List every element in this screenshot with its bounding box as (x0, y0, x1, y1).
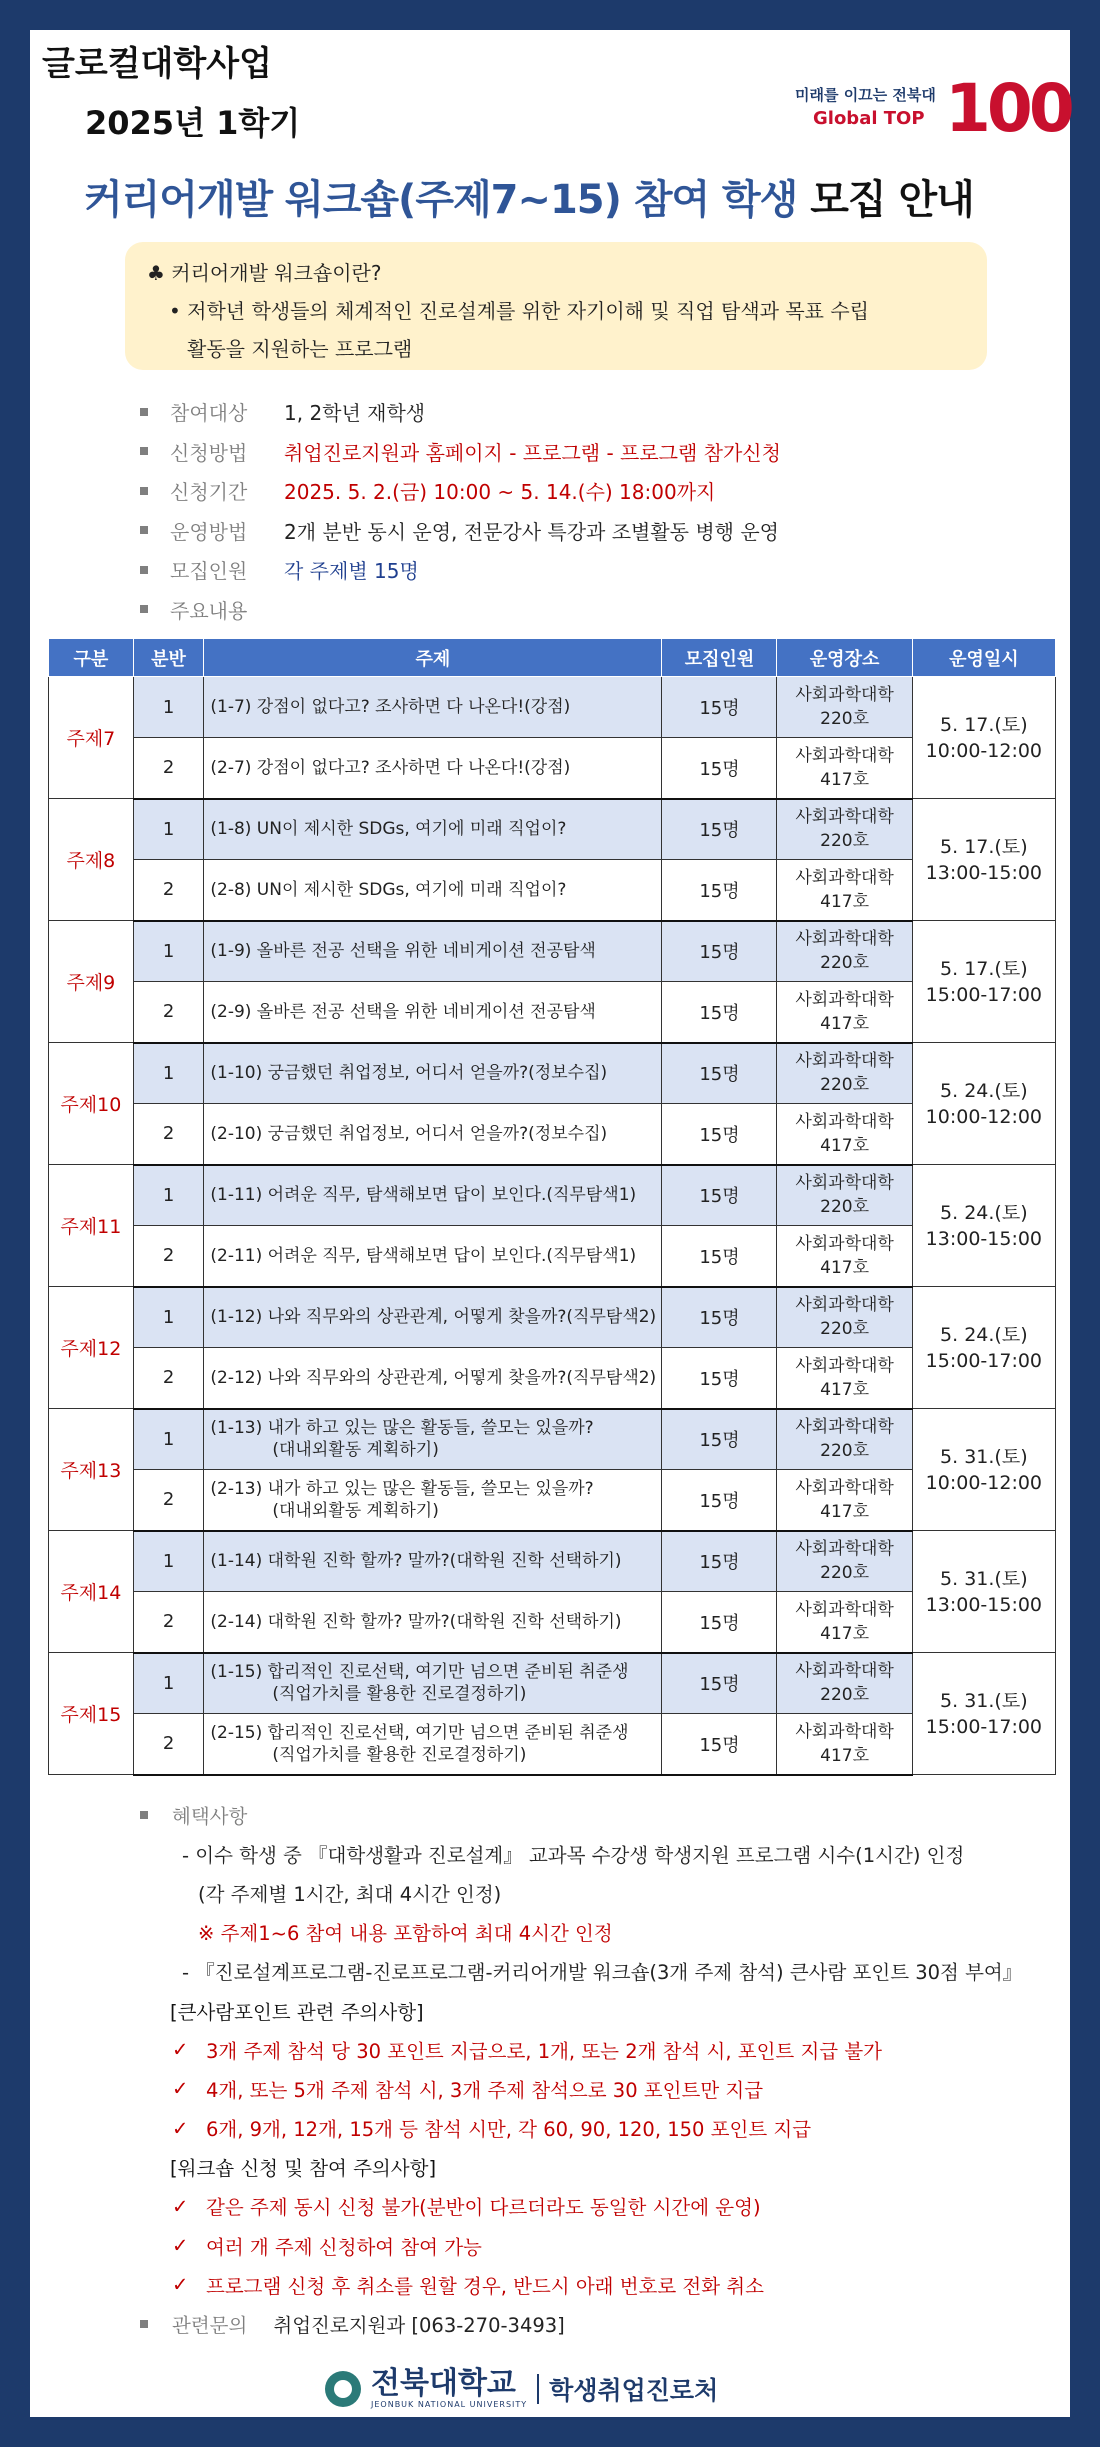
info-value: 2개 분반 동시 운영, 전문강사 특강과 조별활동 병행 운영 (284, 519, 779, 544)
recruit-count: 15명 (662, 921, 777, 982)
venue-room: 417호 (820, 891, 870, 912)
topic-title-cell (204, 982, 662, 1043)
schedule-date: 5. 31.(토) (940, 1445, 1028, 1468)
schedule-datetime (912, 1043, 1055, 1165)
topic-title-cell (204, 1287, 662, 1348)
table-row (49, 1592, 1056, 1653)
topic-group-label: 주제10 (49, 1043, 134, 1165)
recruit-count: 15명 (662, 1653, 777, 1714)
logo-number: 100 (945, 70, 1071, 147)
recruit-count: 15명 (662, 1348, 777, 1409)
class-number: 2 (133, 1592, 204, 1653)
benefit-line: - 『진로설계프로그램-진로프로그램-커리어개발 워크숍(3개 주제 참석) 큰사람 포인트 30점 부여』 (182, 1961, 1023, 1985)
table-row (49, 1226, 1056, 1287)
info-label: 참여대상 (170, 401, 248, 426)
table-row (49, 1531, 1056, 1592)
venue-building: 사회과학대학 (795, 1295, 894, 1316)
university-logo (371, 2368, 527, 2409)
topic-group-label: 주제7 (49, 677, 134, 799)
venue-cell (777, 860, 912, 921)
recruit-count: 15명 (662, 1409, 777, 1470)
notice-text: 같은 주제 동시 신청 불가(분반이 다르더라도 동일한 시간에 운영) (206, 2196, 761, 2220)
class-number: 2 (133, 1348, 204, 1409)
topic-title-cell (204, 1714, 662, 1775)
program-label: 글로컬대학사업 (42, 44, 272, 84)
university-name-en: JEONBUK NATIONAL UNIVERSITY (371, 2400, 528, 2409)
apply-notice-item (140, 2187, 1040, 2226)
schedule-date: 5. 24.(토) (940, 1323, 1028, 1346)
topic-title-cell (204, 1226, 662, 1287)
schedule-datetime (912, 1409, 1055, 1531)
recruit-count: 15명 (662, 1287, 777, 1348)
apply-notice-heading: [워크숍 신청 및 참여 주의사항] (170, 2157, 437, 2181)
check-icon: ✓ (172, 2273, 189, 2297)
page-title-main: 커리어개발 워크숍(주제7~15) 참여 학생 (84, 177, 798, 223)
recruit-count: 15명 (662, 1165, 777, 1226)
info-value: 취업진로지원과 홈페이지 - 프로그램 - 프로그램 참가신청 (284, 440, 781, 465)
benefits-heading (140, 1795, 1040, 1834)
col-header: 운영장소 (777, 639, 912, 677)
venue-room: 220호 (820, 1319, 870, 1340)
venue-cell (777, 982, 912, 1043)
topic-subtitle: (직업가치를 활용한 진로결정하기) (272, 1744, 527, 1765)
table-row (49, 1165, 1056, 1226)
venue-room: 220호 (820, 1075, 870, 1096)
venue-room: 417호 (820, 1013, 870, 1034)
venue-cell (777, 1104, 912, 1165)
class-number: 2 (133, 982, 204, 1043)
recruit-count: 15명 (662, 1226, 777, 1287)
info-label: 신청방법 (170, 440, 248, 465)
venue-cell (777, 1714, 912, 1775)
topic-title-cell (204, 799, 662, 860)
venue-cell (777, 1409, 912, 1470)
check-icon: ✓ (172, 2077, 189, 2101)
info-label: 주요내용 (170, 598, 248, 623)
venue-room: 417호 (820, 1379, 870, 1400)
venue-room: 417호 (820, 1257, 870, 1278)
topic-subtitle: (대내외활동 계획하기) (272, 1500, 439, 1521)
intro-description (147, 292, 965, 368)
schedule-datetime (912, 799, 1055, 921)
schedule-time: 15:00-17:00 (925, 983, 1043, 1006)
topic-title: (2-10) 궁금했던 취업정보, 어디서 얻을까?(정보수집) (210, 1123, 608, 1144)
schedule-time: 10:00-12:00 (925, 739, 1043, 762)
venue-cell (777, 1592, 912, 1653)
schedule-datetime (912, 1165, 1055, 1287)
points-notice-item (140, 2109, 1040, 2148)
bullet-square-icon (140, 1811, 148, 1819)
schedule-body (49, 677, 1056, 1775)
bullet-square-icon (140, 526, 148, 534)
topic-title: (2-7) 강점이 없다고? 조사하면 다 나온다!(강점) (210, 757, 571, 778)
venue-building: 사회과학대학 (795, 1477, 894, 1498)
info-content (140, 590, 1040, 630)
table-row (49, 1470, 1056, 1531)
info-value: 2025. 5. 2.(금) 10:00 ~ 5. 14.(수) 18:00까지 (284, 480, 716, 505)
info-target (140, 392, 1040, 432)
venue-building: 사회과학대학 (795, 1539, 894, 1560)
schedule-time: 13:00-15:00 (925, 1593, 1043, 1616)
points-notice-heading: [큰사람포인트 관련 주의사항] (170, 2000, 424, 2024)
venue-cell (777, 921, 912, 982)
class-number: 1 (133, 677, 204, 738)
contact-label: 관련문의 (172, 2314, 248, 2338)
schedule-time: 13:00-15:00 (925, 861, 1043, 884)
table-row (49, 1104, 1056, 1165)
class-number: 2 (133, 738, 204, 799)
schedule-time: 15:00-17:00 (925, 1715, 1043, 1738)
notice-text: 6개, 9개, 12개, 15개 등 참석 시만, 각 60, 90, 120, 150 포인트 지급 (206, 2118, 812, 2142)
topic-title-cell (204, 1104, 662, 1165)
schedule-time: 15:00-17:00 (925, 1349, 1043, 1372)
recruit-count: 15명 (662, 738, 777, 799)
topic-title: (2-14) 대학원 진학 할까? 말까?(대학원 진학 선택하기) (210, 1611, 622, 1632)
venue-cell (777, 1348, 912, 1409)
schedule-table (48, 638, 1056, 1776)
recruit-count: 15명 (662, 1531, 777, 1592)
venue-building: 사회과학대학 (795, 807, 894, 828)
table-row (49, 1714, 1056, 1775)
venue-building: 사회과학대학 (795, 1111, 894, 1132)
col-header: 구분 (49, 639, 134, 677)
venue-room: 220호 (820, 1441, 870, 1462)
topic-group-label: 주제13 (49, 1409, 134, 1531)
topic-title: (1-13) 내가 하고 있는 많은 활동들, 쓸모는 있을까? (210, 1418, 594, 1439)
bullet-square-icon (140, 408, 148, 416)
bullet-square-icon (140, 447, 148, 455)
benefits-section (140, 1795, 1040, 2344)
table-row (49, 1043, 1056, 1104)
venue-room: 220호 (820, 1197, 870, 1218)
table-row (49, 1348, 1056, 1409)
page-title-suffix: 모집 안내 (797, 177, 974, 223)
schedule-time: 10:00-12:00 (925, 1471, 1043, 1494)
contact-row (140, 2304, 1040, 2343)
col-header: 주제 (204, 639, 662, 677)
topic-title: (1-9) 올바른 전공 선택을 위한 네비게이션 전공탐색 (210, 941, 596, 962)
venue-cell (777, 1470, 912, 1531)
intro-desc-line1: • 저학년 학생들의 체계적인 진로설계를 위한 자기이해 및 직업 탐색과 목표 수립 (169, 299, 869, 323)
schedule-date: 5. 31.(토) (940, 1689, 1028, 1712)
intro-heading: ♣ 커리어개발 워크숍이란? (147, 261, 382, 285)
class-number: 1 (133, 1287, 204, 1348)
venue-building: 사회과학대학 (795, 1355, 894, 1376)
class-number: 1 (133, 921, 204, 982)
col-header: 모집인원 (662, 639, 777, 677)
notice-text: 3개 주제 참석 당 30 포인트 지급으로, 1개, 또는 2개 참석 시, 포인트 지급 불가 (206, 2039, 883, 2063)
table-row (49, 1409, 1056, 1470)
bullet-square-icon (140, 605, 148, 613)
schedule-time: 13:00-15:00 (925, 1227, 1043, 1250)
topic-title: (2-8) UN이 제시한 SDGs, 여기에 미래 직업이? (210, 879, 567, 900)
venue-building: 사회과학대학 (795, 929, 894, 950)
venue-room: 220호 (820, 1685, 870, 1706)
schedule-date: 5. 24.(토) (940, 1079, 1028, 1102)
recruit-count: 15명 (662, 1592, 777, 1653)
venue-cell (777, 677, 912, 738)
topic-group-label: 주제15 (49, 1653, 134, 1775)
venue-room: 220호 (820, 1563, 870, 1584)
table-row (49, 799, 1056, 860)
topic-title: (1-15) 합리적인 진로선택, 여기만 넘으면 준비된 취준생 (210, 1662, 629, 1683)
topic-title: (1-10) 궁금했던 취업정보, 어디서 얻을까?(정보수집) (210, 1063, 608, 1084)
venue-cell (777, 1287, 912, 1348)
venue-building: 사회과학대학 (795, 1173, 894, 1194)
venue-building: 사회과학대학 (795, 989, 894, 1010)
topic-title-cell (204, 1348, 662, 1409)
notice-text: 여러 개 주제 신청하여 참여 가능 (206, 2235, 482, 2259)
department-name: 학생취업진로처 (549, 2375, 719, 2405)
bullet-square-icon (140, 2320, 148, 2328)
info-value: 각 주제별 15명 (284, 559, 419, 584)
info-capacity (140, 550, 1040, 590)
topic-title-cell (204, 921, 662, 982)
schedule-date: 5. 31.(토) (940, 1567, 1028, 1590)
schedule-time: 10:00-12:00 (925, 1105, 1043, 1128)
venue-cell (777, 738, 912, 799)
check-icon: ✓ (172, 2234, 189, 2258)
venue-room: 417호 (820, 1501, 870, 1522)
logo-global-top: Global TOP (813, 108, 925, 129)
schedule-date: 5. 17.(토) (940, 957, 1028, 980)
topic-title-cell (204, 1592, 662, 1653)
intro-box (125, 242, 987, 370)
topic-title: (2-11) 어려운 직무, 탐색해보면 답이 보인다.(직무탐색1) (210, 1245, 637, 1266)
schedule-datetime (912, 1531, 1055, 1653)
col-header: 분반 (133, 639, 204, 677)
venue-building: 사회과학대학 (795, 1661, 894, 1682)
class-number: 1 (133, 1531, 204, 1592)
info-label: 운영방법 (170, 519, 248, 544)
recruit-count: 15명 (662, 982, 777, 1043)
table-row (49, 1653, 1056, 1714)
table-row (49, 738, 1056, 799)
venue-room: 220호 (820, 953, 870, 974)
venue-room: 417호 (820, 769, 870, 790)
schedule-datetime (912, 1287, 1055, 1409)
info-apply-method (140, 432, 1040, 472)
venue-room: 417호 (820, 1745, 870, 1766)
info-label: 모집인원 (170, 559, 248, 584)
venue-building: 사회과학대학 (795, 1721, 894, 1742)
topic-title: (2-12) 나와 직무와의 상관관계, 어떻게 찾을까?(직무탐색2) (210, 1367, 657, 1388)
recruit-count: 15명 (662, 799, 777, 860)
university-emblem-icon (325, 2371, 361, 2407)
contact-value: 취업진로지원과 [063-270-3493] (273, 2314, 565, 2338)
topic-subtitle: (직업가치를 활용한 진로결정하기) (272, 1684, 527, 1705)
schedule-date: 5. 17.(토) (940, 713, 1028, 736)
topic-title: (2-15) 합리적인 진로선택, 여기만 넘으면 준비된 취준생 (210, 1722, 629, 1743)
topic-title-cell (204, 1653, 662, 1714)
university-name: 전북대학교 (371, 2366, 516, 2401)
topic-title: (1-12) 나와 직무와의 상관관계, 어떻게 찾을까?(직무탐색2) (210, 1307, 657, 1328)
venue-room: 220호 (820, 831, 870, 852)
apply-notice-item (140, 2265, 1040, 2304)
topic-title: (1-7) 강점이 없다고? 조사하면 다 나온다!(강점) (210, 697, 571, 717)
venue-building: 사회과학대학 (795, 1051, 894, 1072)
points-notice-item (140, 2069, 1040, 2108)
class-number: 1 (133, 1653, 204, 1714)
topic-title-cell (204, 738, 662, 799)
recruit-count: 15명 (662, 1470, 777, 1531)
topic-title: (1-14) 대학원 진학 할까? 말까?(대학원 진학 선택하기) (210, 1551, 622, 1572)
info-apply-period (140, 471, 1040, 511)
points-notice-item (140, 2030, 1040, 2069)
recruit-count: 15명 (662, 1714, 777, 1775)
benefit-note: ※ 주제1~6 참여 내용 포함하여 최대 4시간 인정 (198, 1922, 613, 1946)
class-number: 1 (133, 799, 204, 860)
check-icon: ✓ (172, 2116, 189, 2140)
class-number: 2 (133, 1226, 204, 1287)
class-number: 2 (133, 1470, 204, 1531)
apply-notice-item (140, 2226, 1040, 2265)
schedule-header-row (49, 639, 1056, 677)
benefit-line: - 이수 학생 중 『대학생활과 진로설계』 교과목 수강생 학생지원 프로그램 시수(1시간) 인정 (182, 1843, 965, 1867)
topic-title-cell (204, 1165, 662, 1226)
benefits-label: 혜택사항 (172, 1804, 248, 1828)
topic-group-label: 주제8 (49, 799, 134, 921)
topic-title: (1-11) 어려운 직무, 탐색해보면 답이 보인다.(직무탐색1) (210, 1185, 637, 1206)
intro-desc-line2: 활동을 지원하는 프로그램 (187, 337, 413, 361)
notice-text: 프로그램 신청 후 취소를 원할 경우, 반드시 아래 번호로 전화 취소 (206, 2274, 764, 2298)
col-header: 운영일시 (912, 639, 1055, 677)
page-title (84, 168, 974, 225)
recruit-count: 15명 (662, 1043, 777, 1104)
bullet-square-icon (140, 566, 148, 574)
venue-cell (777, 1531, 912, 1592)
topic-title-cell (204, 860, 662, 921)
venue-room: 220호 (820, 709, 870, 729)
info-value: 1, 2학년 재학생 (284, 401, 426, 426)
semester-label: 2025년 1학기 (85, 104, 301, 142)
topic-title: (2-13) 내가 하고 있는 많은 활동들, 쓸모는 있을까? (210, 1478, 594, 1499)
topic-group-label: 주제14 (49, 1531, 134, 1653)
table-row (49, 1287, 1056, 1348)
topic-group-label: 주제9 (49, 921, 134, 1043)
topic-title-cell (204, 1531, 662, 1592)
table-row (49, 860, 1056, 921)
check-icon: ✓ (172, 2038, 189, 2062)
footer (325, 2368, 718, 2409)
venue-room: 417호 (820, 1623, 870, 1644)
venue-building: 사회과학대학 (795, 745, 894, 766)
table-row (49, 921, 1056, 982)
class-number: 2 (133, 860, 204, 921)
schedule-datetime (912, 677, 1055, 799)
global-top100-logo (795, 70, 1071, 158)
topic-title-cell (204, 677, 662, 738)
logo-tagline: 미래를 이끄는 전북대 (795, 86, 936, 104)
class-number: 1 (133, 1165, 204, 1226)
venue-cell (777, 1165, 912, 1226)
topic-subtitle: (대내외활동 계획하기) (272, 1440, 439, 1461)
venue-building: 사회과학대학 (795, 1233, 894, 1254)
notice-text: 4개, 또는 5개 주제 참석 시, 3개 주제 참석으로 30 포인트만 지급 (206, 2078, 764, 2102)
topic-title-cell (204, 1470, 662, 1531)
table-row (49, 982, 1056, 1043)
topic-group-label: 주제12 (49, 1287, 134, 1409)
benefit-line: (각 주제별 1시간, 최대 4시간 인정) (198, 1882, 502, 1906)
bullet-square-icon (140, 487, 148, 495)
topic-group-label: 주제11 (49, 1165, 134, 1287)
notice-sheet (30, 30, 1070, 2417)
venue-cell (777, 799, 912, 860)
venue-building: 사회과학대학 (795, 685, 894, 705)
venue-building: 사회과학대학 (795, 1599, 894, 1620)
venue-building: 사회과학대학 (795, 867, 894, 888)
schedule-date: 5. 17.(토) (940, 835, 1028, 858)
info-label: 신청기간 (170, 480, 248, 505)
venue-cell (777, 1653, 912, 1714)
topic-title-cell (204, 1043, 662, 1104)
class-number: 1 (133, 1409, 204, 1470)
venue-room: 417호 (820, 1135, 870, 1156)
table-row (49, 677, 1056, 738)
recruit-count: 15명 (662, 860, 777, 921)
class-number: 1 (133, 1043, 204, 1104)
recruit-count: 15명 (662, 1104, 777, 1165)
schedule-datetime (912, 1653, 1055, 1775)
class-number: 2 (133, 1714, 204, 1775)
class-number: 2 (133, 1104, 204, 1165)
topic-title: (2-9) 올바른 전공 선택을 위한 네비게이션 전공탐색 (210, 1001, 596, 1022)
venue-cell (777, 1226, 912, 1287)
info-operation (140, 511, 1040, 551)
footer-divider (537, 2374, 539, 2404)
recruit-count: 15명 (662, 677, 777, 738)
topic-title: (1-8) UN이 제시한 SDGs, 여기에 미래 직업이? (210, 819, 567, 840)
topic-title-cell (204, 1409, 662, 1470)
schedule-date: 5. 24.(토) (940, 1201, 1028, 1224)
check-icon: ✓ (172, 2194, 189, 2218)
schedule-datetime (912, 921, 1055, 1043)
venue-building: 사회과학대학 (795, 1417, 894, 1438)
info-list (140, 392, 1040, 629)
venue-cell (777, 1043, 912, 1104)
